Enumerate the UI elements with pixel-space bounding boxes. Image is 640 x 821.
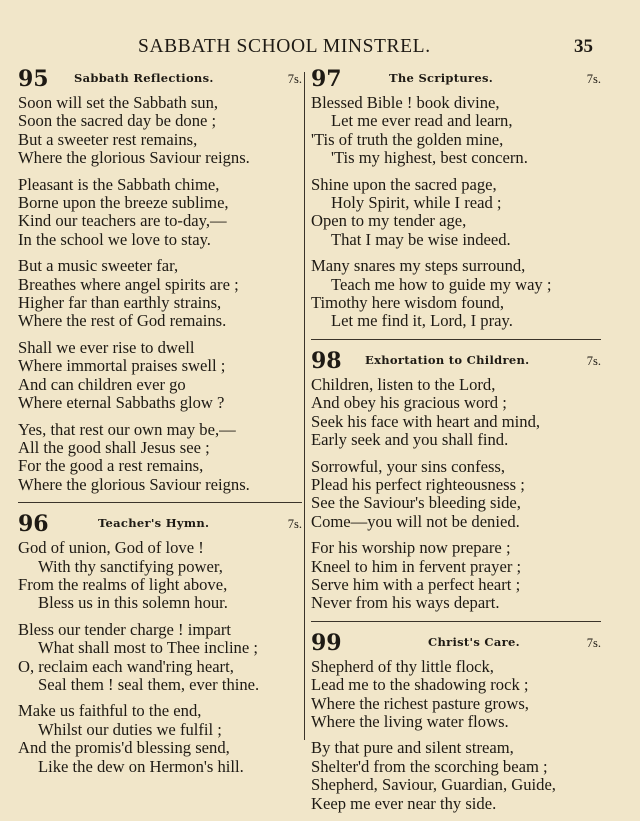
verse-line: Soon the sacred day be done ; — [18, 111, 217, 131]
hymn-number: 95 — [18, 66, 49, 92]
hymn-number: 97 — [311, 66, 342, 92]
hymn-meter: 7s. — [287, 517, 302, 532]
verse-line: Soon will set the Sabbath sun, — [18, 93, 219, 112]
hymn-meter: 7s. — [586, 72, 601, 86]
stanza — [18, 539, 302, 613]
verse-line: Yes, that rest our own may be,— — [18, 419, 236, 439]
verse-line: Lead me to the shadowing rock ; — [311, 675, 529, 695]
hymn-97 — [311, 66, 601, 340]
verse-line: Where the glorious Saviour reigns. — [18, 148, 250, 168]
verse-line: 'Tis of truth the golden mine, — [311, 129, 504, 149]
hymn-number: 98 — [311, 347, 342, 374]
verse-line: Shelter'd from the scorching beam ; — [311, 756, 548, 776]
verse-line: Shepherd, Saviour, Guardian, Guide, — [311, 775, 556, 795]
verse-line: Plead his perfect righteousness ; — [311, 474, 525, 494]
stanza — [18, 339, 302, 413]
hymn-meter: 7s. — [586, 353, 601, 368]
left-column — [18, 66, 302, 784]
verse-line: Where immortal praises swell ; — [18, 356, 226, 376]
verse-line: And obey his gracious word ; — [311, 393, 507, 413]
stanza — [311, 739, 601, 813]
verse-line: In the school we love to stay. — [18, 229, 211, 249]
verse-line: Borne upon the breeze sublime, — [18, 193, 229, 213]
hymn-heading — [18, 66, 302, 94]
verse-line: For the good a rest remains, — [18, 456, 204, 476]
verse-line: But a music sweeter far, — [18, 256, 179, 276]
stanza — [18, 94, 302, 168]
verse-line: Where the glorious Saviour reigns. — [18, 474, 250, 494]
verse-line: God of union, God of love ! — [18, 538, 204, 558]
stanza — [311, 176, 601, 250]
verse-line: Never from his ways depart. — [311, 593, 500, 613]
verse-line: With thy sanctifying power, — [38, 556, 223, 576]
column-divider — [304, 72, 305, 740]
verse-line: Open to my tender age, — [311, 211, 467, 231]
hymn-95 — [18, 66, 302, 503]
page-header — [0, 36, 640, 60]
verse-line: Where the rest of God remains. — [18, 311, 227, 331]
stanza — [311, 376, 601, 450]
verse-line: Pleasant is the Sabbath chime, — [18, 174, 220, 194]
hymn-meter: 7s. — [586, 635, 601, 650]
stanza — [18, 176, 302, 250]
hymn-meter: 7s. — [287, 72, 302, 86]
verse-line: Kind our teachers are to-day,— — [18, 211, 227, 231]
stanza — [18, 257, 302, 331]
hymn-99 — [311, 629, 601, 813]
right-column — [311, 66, 601, 821]
verse-line: What shall most to Thee incline ; — [38, 638, 258, 658]
hymn-heading — [311, 66, 601, 94]
verse-line: Where the living water flows. — [311, 711, 509, 731]
verse-line: See the Saviour's bleeding side, — [311, 493, 521, 513]
verse-line: Where the richest pasture grows, — [311, 693, 529, 713]
verse-line: For his worship now prepare ; — [311, 538, 511, 558]
verse-line: Blessed Bible ! book divine, — [311, 93, 500, 112]
verse-line: From the realms of light above, — [18, 574, 228, 594]
verse-line: Shepherd of thy little flock, — [311, 656, 494, 676]
verse-line: Come—you will not be denied. — [311, 511, 520, 531]
verse-line: But a sweeter rest remains, — [18, 129, 198, 149]
verse-line: Whilst our duties we fulfil ; — [38, 719, 222, 739]
verse-line: Holy Spirit, while I read ; — [331, 193, 502, 213]
verse-line: Breathes where angel spirits are ; — [18, 274, 239, 294]
hymn-number: 99 — [311, 629, 342, 656]
hymn-98 — [311, 347, 601, 622]
verse-line: Seal them ! seal them, ever thine. — [38, 674, 260, 694]
stanza — [311, 257, 601, 331]
verse-line: All the good shall Jesus see ; — [18, 437, 210, 457]
verse-line: Let me ever read and learn, — [331, 111, 513, 131]
stanza — [18, 421, 302, 495]
verse-line: Like the dew on Hermon's hill. — [38, 756, 244, 776]
stanza — [311, 658, 601, 732]
hymn-96 — [18, 511, 302, 776]
stanza — [311, 539, 601, 613]
verse-line: Seek his face with heart and mind, — [311, 411, 541, 431]
section-rule — [18, 502, 302, 503]
section-rule — [311, 339, 601, 340]
verse-line: Bless us in this solemn hour. — [38, 593, 228, 613]
verse-line: Kneel to him in fervent prayer ; — [311, 556, 522, 576]
verse-line: Sorrowful, your sins confess, — [311, 456, 506, 476]
verse-line: Children, listen to the Lord, — [311, 374, 496, 394]
verse-line: Teach me how to guide my way ; — [331, 274, 552, 294]
hymn-title: The Scriptures. — [389, 71, 494, 85]
verse-line: That I may be wise indeed. — [331, 229, 511, 249]
hymn-title: Christ's Care. — [428, 634, 520, 649]
verse-line: And the promis'd blessing send, — [18, 738, 230, 758]
verse-line: Let me find it, Lord, I pray. — [331, 311, 513, 331]
hymn-title: Exhortation to Children. — [365, 352, 530, 367]
page-number: 35 — [574, 36, 593, 57]
hymn-number: 96 — [18, 511, 49, 538]
verse-line: Shall we ever rise to dwell — [18, 337, 195, 357]
verse-line: Keep me ever near thy side. — [311, 793, 497, 813]
verse-line: By that pure and silent stream, — [311, 738, 514, 758]
hymn-heading — [18, 511, 302, 539]
verse-line: Shine upon the sacred page, — [311, 174, 497, 194]
verse-line: Make us faithful to the end, — [18, 701, 202, 721]
verse-line: Timothy here wisdom found, — [311, 293, 504, 313]
running-title: SABBATH SCHOOL MINSTREL. — [138, 36, 431, 57]
hymn-heading — [311, 629, 601, 658]
stanza — [18, 702, 302, 776]
verse-line: And can children ever go — [18, 374, 186, 394]
hymn-title: Teacher's Hymn. — [98, 516, 210, 531]
verse-line: Higher far than earthly strains, — [18, 293, 222, 313]
hymn-heading — [311, 347, 601, 376]
verse-line: Serve him with a perfect heart ; — [311, 574, 521, 594]
hymn-title: Sabbath Reflections. — [74, 71, 214, 85]
stanza — [18, 621, 302, 695]
section-rule — [311, 621, 601, 622]
verse-line: Early seek and you shall find. — [311, 430, 509, 450]
verse-line: Many snares my steps surround, — [311, 256, 526, 276]
verse-line: 'Tis my highest, best concern. — [331, 148, 528, 168]
verse-line: Where eternal Sabbaths glow ? — [18, 393, 225, 413]
verse-line: Bless our tender charge ! impart — [18, 619, 232, 639]
verse-line: O, reclaim each wand'ring heart, — [18, 656, 234, 676]
stanza — [311, 458, 601, 532]
stanza — [311, 94, 601, 168]
